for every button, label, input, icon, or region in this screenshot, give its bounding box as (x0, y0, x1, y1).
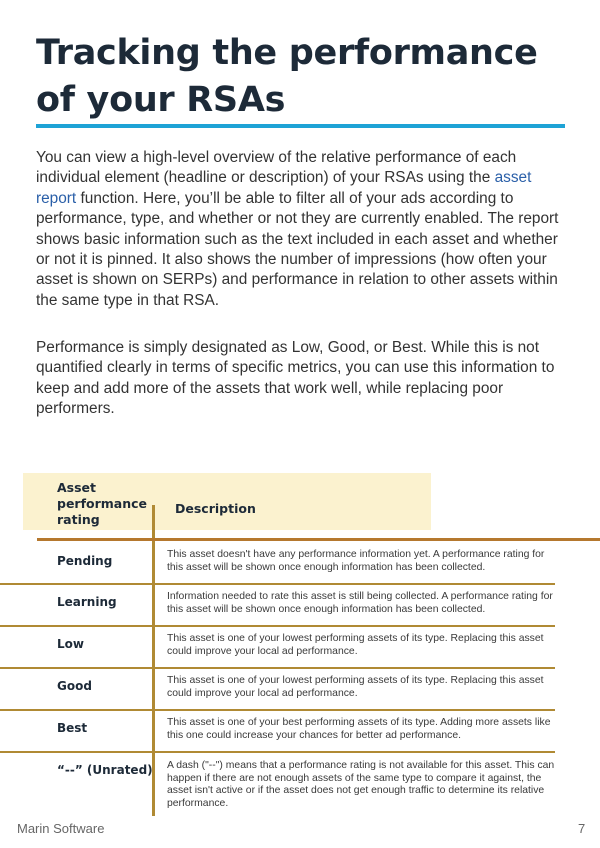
row-separator (0, 751, 555, 753)
row-description: This asset is one of your lowest performing assets of its type. Replacing this asset could improve your local ad performance. (167, 633, 544, 657)
intro-paragraph (36, 148, 568, 311)
row-description: A dash ("--") means that a performance rating is not available for this asset. This can happen if there are not enough assets of the same type to compare it against, the asset isn't active or if the asset does not get enough traffic to determine its relative performance. (167, 760, 555, 809)
intro-text-after-link: function. Here, you’ll be able to filter all of your ads according to performance, type, and whether or not they are currently enabled. The report shows basic information such as the text included in each asset and whether or not it is pinned. It also shows the number of impressions (how often your asset is shown on SERPs) and performance in relation to other assets within the same type in that RSA. (36, 189, 559, 309)
performance-paragraph: Performance is simply designated as Low, Good, or Best. While this is not quantified clearly in terms of specific metrics, you can use this information to keep and add more of the assets that work well, while replacing poor performers. (36, 339, 555, 418)
row-separator (0, 667, 555, 669)
title-underline (36, 124, 565, 128)
table-header-description: Description (175, 501, 256, 516)
row-rating: Low (57, 637, 84, 651)
page-number: 7 (578, 821, 586, 836)
row-separator (0, 625, 555, 627)
row-separator (0, 709, 555, 711)
row-rating: Learning (57, 595, 117, 609)
row-rating: “--” (Unrated) (57, 763, 153, 777)
row-rating: Good (57, 679, 92, 693)
asset-report-link[interactable]: asset report (36, 169, 532, 207)
row-separator (0, 583, 555, 585)
row-description: This asset is one of your best performing assets of its type. Adding more assets like this one could increase your chances for better ad performance. (167, 717, 551, 741)
intro-text-before-link: You can view a high-level overview of the relative performance of each individual element (headline or description) of your RSAs using the (36, 149, 517, 187)
row-description: This asset doesn't have any performance information yet. A performance rating for this asset will be shown once enough information has been collected. (167, 549, 545, 573)
row-description: This asset is one of your lowest performing assets of its type. Replacing this asset could improve your local ad performance. (167, 675, 544, 699)
table-header-rating: Asset performance rating (57, 480, 148, 527)
row-rating: Best (57, 721, 88, 735)
table-header-rule (37, 538, 600, 541)
row-description: Information needed to rate this asset is still being collected. A performance rating for this asset will be shown once enough information has been collected. (167, 591, 553, 615)
footer-brand: Marin Software (17, 821, 105, 836)
row-rating: Pending (57, 554, 113, 568)
page-title: Tracking the performance of your RSAs (36, 33, 538, 120)
